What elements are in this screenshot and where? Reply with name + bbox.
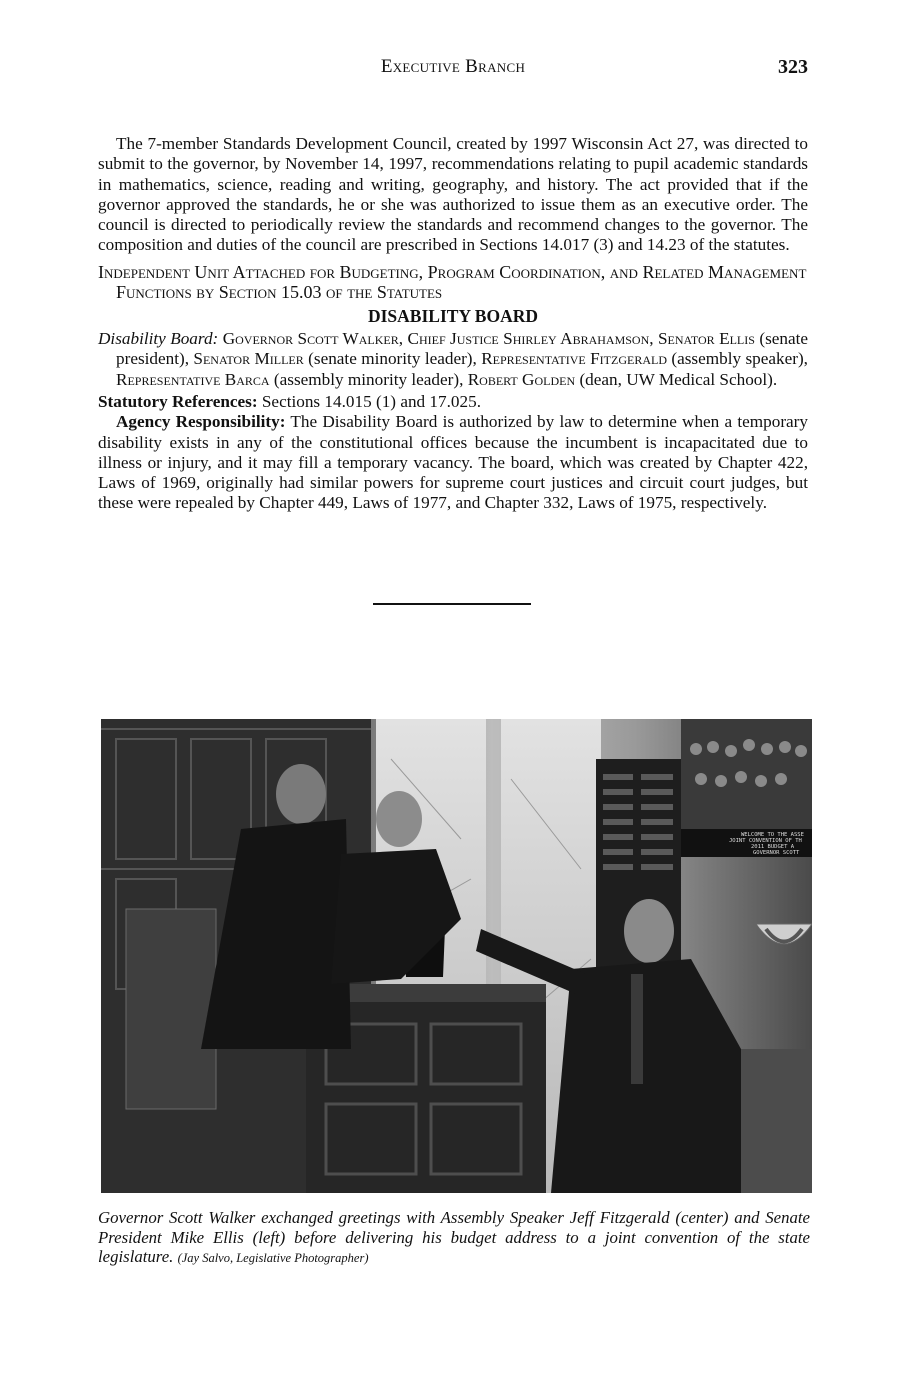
member-note: , <box>398 329 408 349</box>
board-title: DISABILITY BOARD <box>367 305 539 326</box>
statutory-references <box>98 392 808 412</box>
body-text <box>98 134 808 514</box>
member-name: Representative Fitzgerald <box>481 349 667 369</box>
member-note: (senate minority leader), <box>303 349 482 369</box>
person-ellis-head <box>276 764 326 824</box>
member-name: Chief Justice Shirley Abrahamson <box>407 329 650 349</box>
member-name: Senator Miller <box>193 349 304 369</box>
board-members <box>98 329 808 390</box>
responsibility-label: Agency Responsibility: <box>116 412 286 432</box>
council-paragraph: The 7-member Standards Development Council, created by 1997 Wisconsin Act 27, was directed to submit to the governor, by November 14, 1997, recommendations relating to pupil academic standards in mathematics, science, reading and writing, geography, and history. The act provided that if the governor approved the standards, he or she was authorized to issue them as an executive order. The council is directed to periodically review the standards and recommend changes to the governor. The composition and duties of the council are prescribed in Sections 14.017 (3) and 14.23 of the statutes. <box>98 134 808 255</box>
sign-line: GOVERNOR SCOTT <box>753 850 800 856</box>
unit-heading: Independent Unit Attached for Budgeting, Program Coordination, and Related Management Functions by Section 15.03 of the Statutes <box>98 261 807 302</box>
caption-text: Governor Scott Walker exchanged greetings with Assembly Speaker Jeff Fitzgerald (center) and Senate President Mike Ellis (left) before delivering his budget address to a joint convention of the state legislature. <box>98 1208 810 1266</box>
person-fitzgerald-head <box>376 791 422 847</box>
running-head: Executive Branch <box>380 56 526 77</box>
member-name: Representative Barca <box>116 369 270 389</box>
photo-caption <box>98 1208 810 1269</box>
member-name: Governor Scott Walker <box>222 329 399 349</box>
member-note: (assembly minority leader), <box>269 369 468 389</box>
members-label: Disability Board: <box>98 329 219 349</box>
page-number: 323 <box>778 56 808 78</box>
member-note: (senate president), <box>116 329 809 369</box>
walker-tie <box>631 974 643 1084</box>
sign-line: 2011 BUDGET A <box>751 844 795 850</box>
section-divider <box>373 603 531 605</box>
member-note: (assembly speaker), <box>667 349 808 369</box>
agency-responsibility <box>98 412 808 513</box>
member-name: Senator Ellis <box>657 329 755 349</box>
statutory-label: Statutory References: <box>98 391 258 411</box>
sign-line: WELCOME TO THE ASSE <box>741 832 804 838</box>
photo-credit: (Jay Salvo, Legislative Photographer) <box>177 1251 369 1265</box>
ornate-chair <box>126 909 216 1109</box>
chamber-photo <box>101 719 812 1193</box>
page-header <box>98 56 808 82</box>
statutory-text: Sections 14.015 (1) and 17.025. <box>257 391 481 411</box>
person-walker-head <box>624 899 674 963</box>
member-note: (dean, UW Medical School). <box>575 369 778 389</box>
member-name: Robert Golden <box>467 369 576 389</box>
sign-line: JOINT CONVENTION OF TH <box>729 838 802 844</box>
member-note: , <box>649 329 658 349</box>
responsibility-text: The Disability Board is authorized by law to determine when a temporary disability exists in any of the constitutional offices because the incumbent is incapacitated due to illness or injury, and it may fill a temporary vacancy. The board, which was created by Chapter 422, Laws of 1969, originally had similar powers for supreme court justices and circuit court judges, but these were repealed by Chapter 449, Laws of 1977, and Chapter 332, Laws of 1975, respectively. <box>98 412 808 513</box>
